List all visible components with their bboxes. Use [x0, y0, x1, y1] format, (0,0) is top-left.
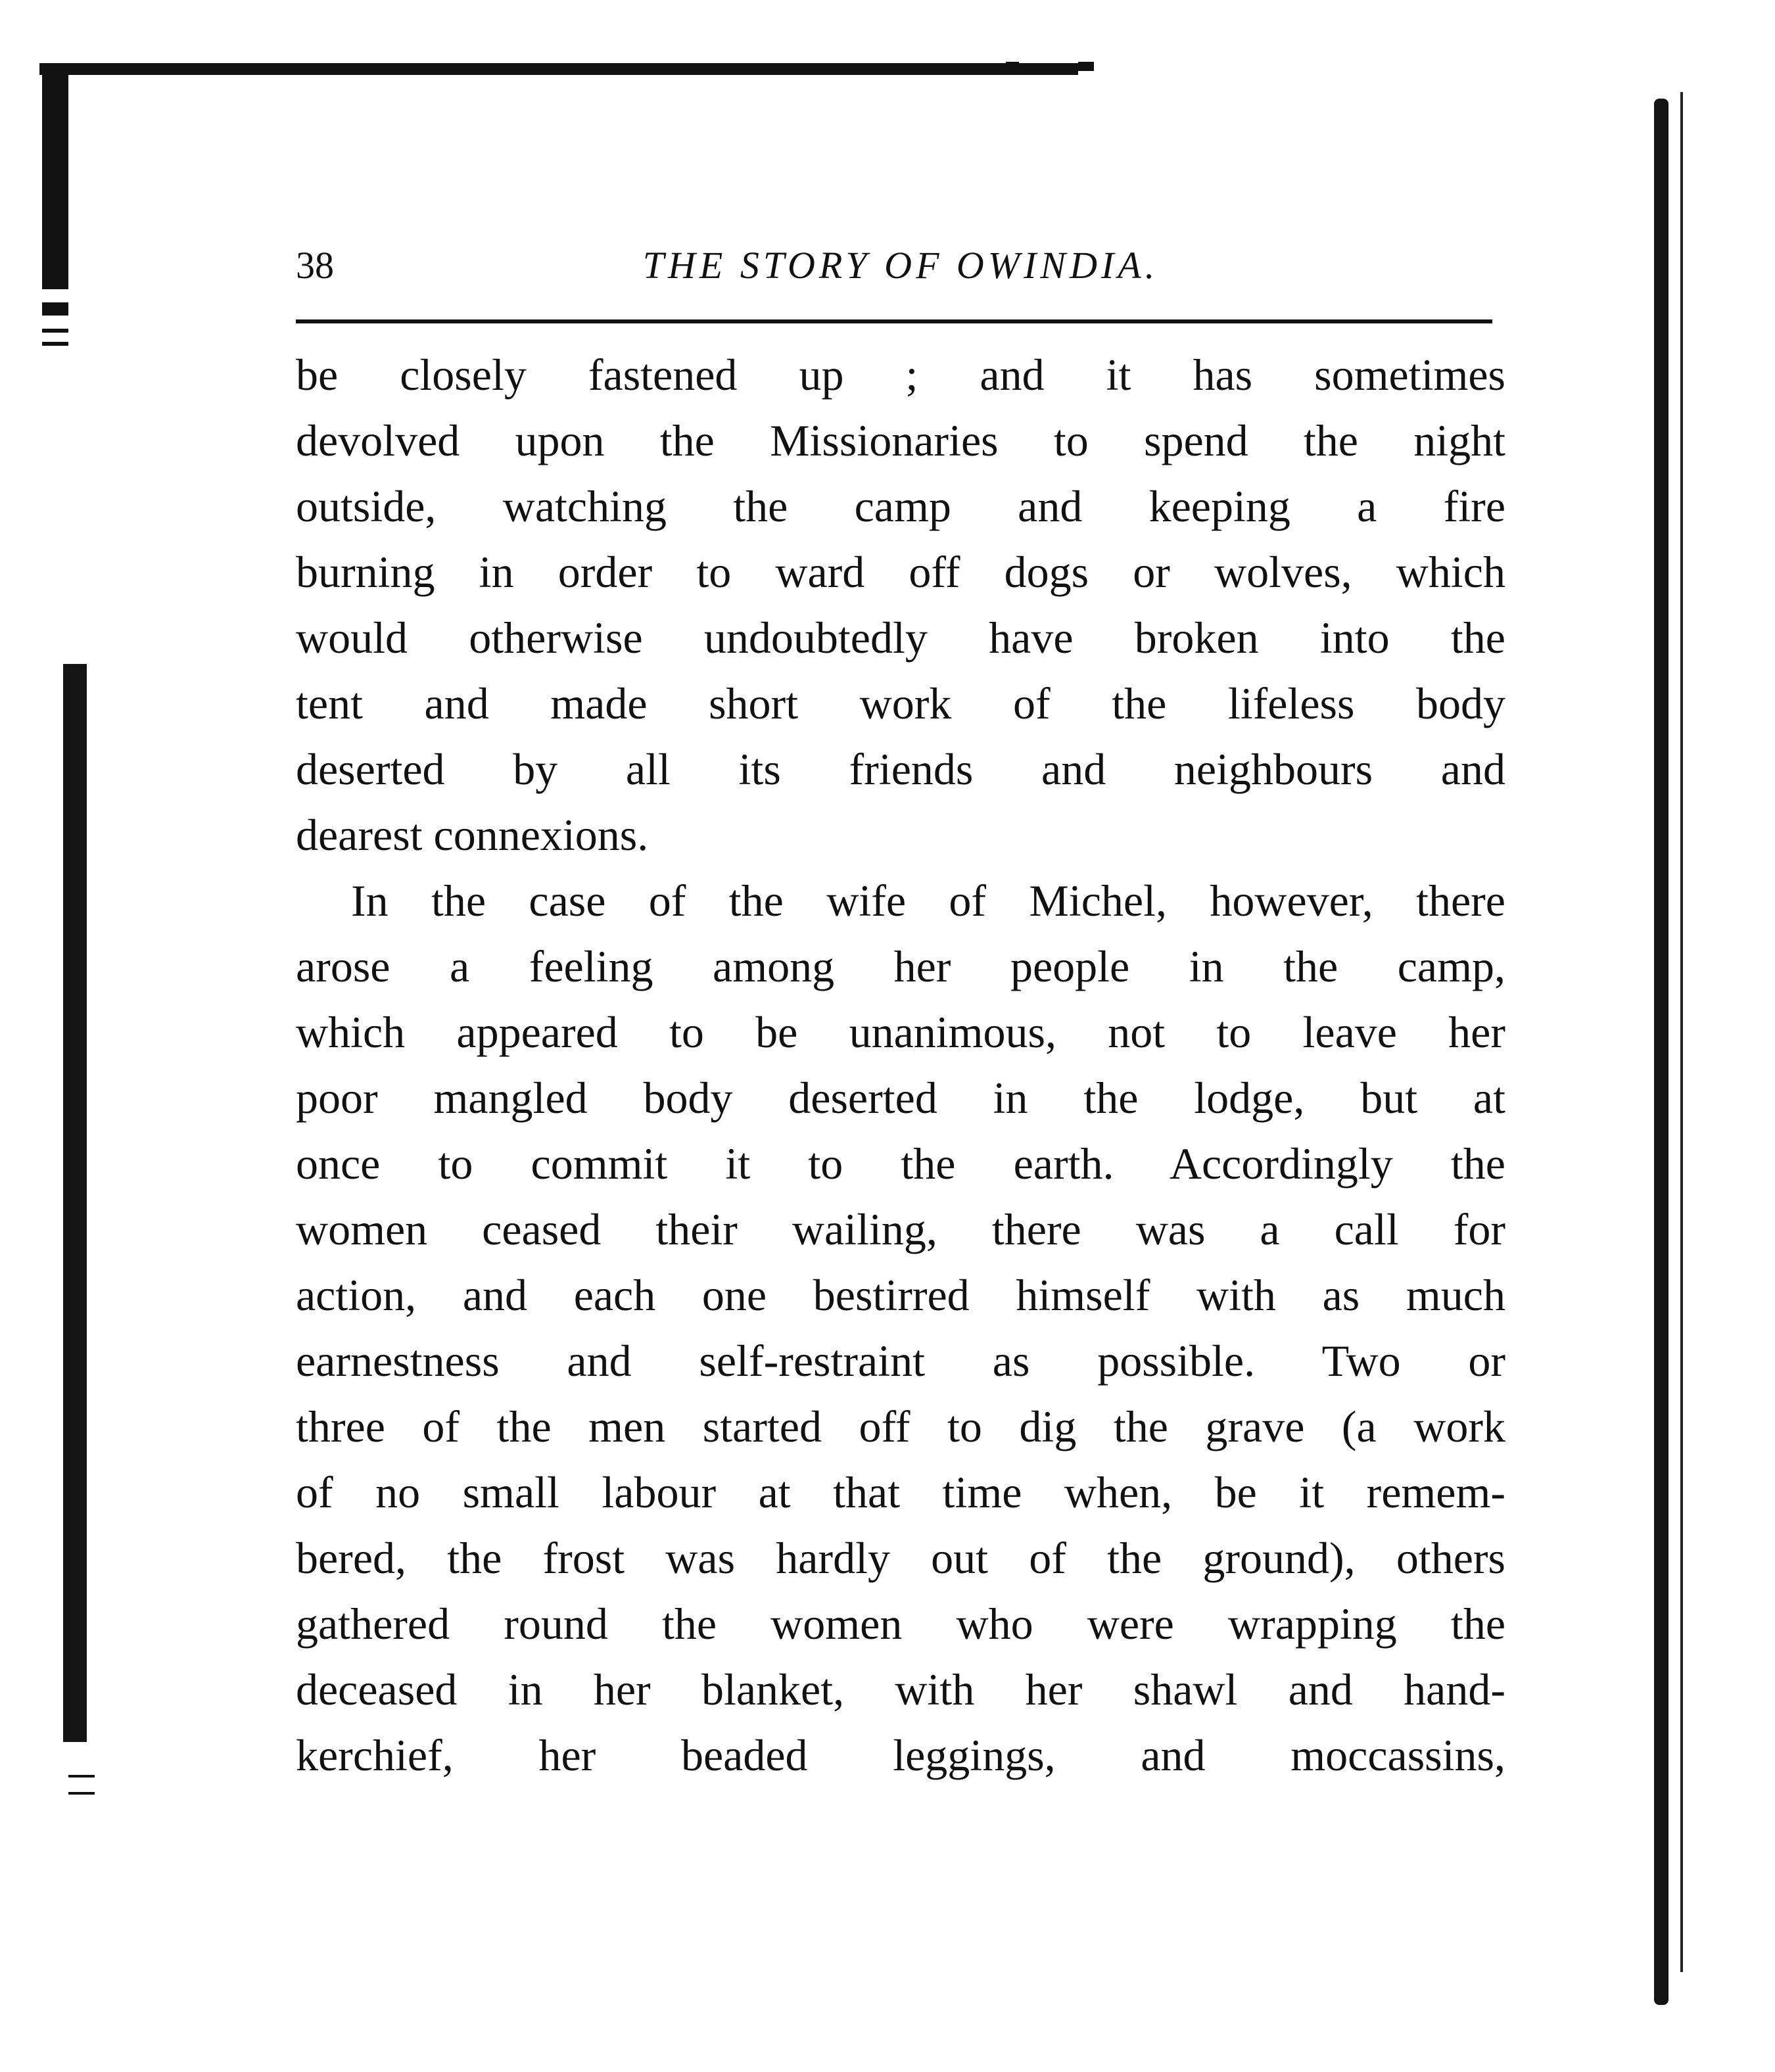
text-line: which appeared to be unanimous, not to leave her [296, 1007, 1505, 1057]
scan-border-left [42, 66, 68, 289]
body-text [296, 342, 1505, 1788]
scan-mark [42, 329, 68, 333]
text-line: tent and made short work of the lifeless body [296, 678, 1505, 728]
text-line: three of the men started off to dig the grave (a work [296, 1401, 1505, 1451]
text-line: women ceased their wailing, there was a call for [296, 1204, 1505, 1254]
scan-mark [68, 1775, 95, 1778]
scan-border-dash [1006, 62, 1019, 71]
text-line: kerchief, her beaded leggings, and moccassins, [296, 1730, 1505, 1780]
page-number: 38 [296, 244, 334, 287]
text-line: of no small labour at that time when, be it remem- [296, 1467, 1505, 1517]
text-line: deserted by all its friends and neighbours and [296, 744, 1505, 794]
scan-mark [42, 302, 68, 316]
scan-right-edge [1654, 99, 1668, 2005]
text-line: earnestness and self-restraint as possible. Two or [296, 1336, 1505, 1386]
running-title: THE STORY OF OWINDIA. [642, 244, 1159, 287]
text-line: once to commit it to the earth. Accordingly the [296, 1139, 1505, 1189]
text-line: outside, watching the camp and keeping a fire [296, 481, 1505, 531]
scan-mark [42, 342, 68, 346]
text-line: poor mangled body deserted in the lodge, but at [296, 1073, 1505, 1123]
scan-border-dash [1078, 62, 1094, 71]
text-line: deceased in her blanket, with her shawl and hand- [296, 1664, 1505, 1714]
scan-border-top [39, 63, 1078, 75]
text-line: action, and each one bestirred himself with as much [296, 1270, 1505, 1320]
text-line: bered, the frost was hardly out of the ground), others [296, 1533, 1505, 1583]
scan-mark [68, 1792, 95, 1795]
scan-right-edge-thin [1680, 92, 1683, 1972]
text-line: burning in order to ward off dogs or wolves, which [296, 547, 1505, 597]
text-line: devolved upon the Missionaries to spend the night [296, 415, 1505, 465]
text-line: dearest connexions. [296, 810, 649, 860]
text-line: arose a feeling among her people in the camp, [296, 941, 1505, 991]
book-page [296, 237, 1505, 1788]
text-line: be closely fastened up ; and it has sometimes [296, 350, 1505, 400]
running-head [296, 237, 1505, 302]
scan-left-bar [63, 664, 87, 1742]
text-line: In the case of the wife of Michel, however, there [351, 876, 1505, 926]
text-line: gathered round the women who were wrapping the [296, 1599, 1505, 1649]
header-rule [296, 319, 1492, 323]
text-line: would otherwise undoubtedly have broken into the [296, 613, 1505, 663]
